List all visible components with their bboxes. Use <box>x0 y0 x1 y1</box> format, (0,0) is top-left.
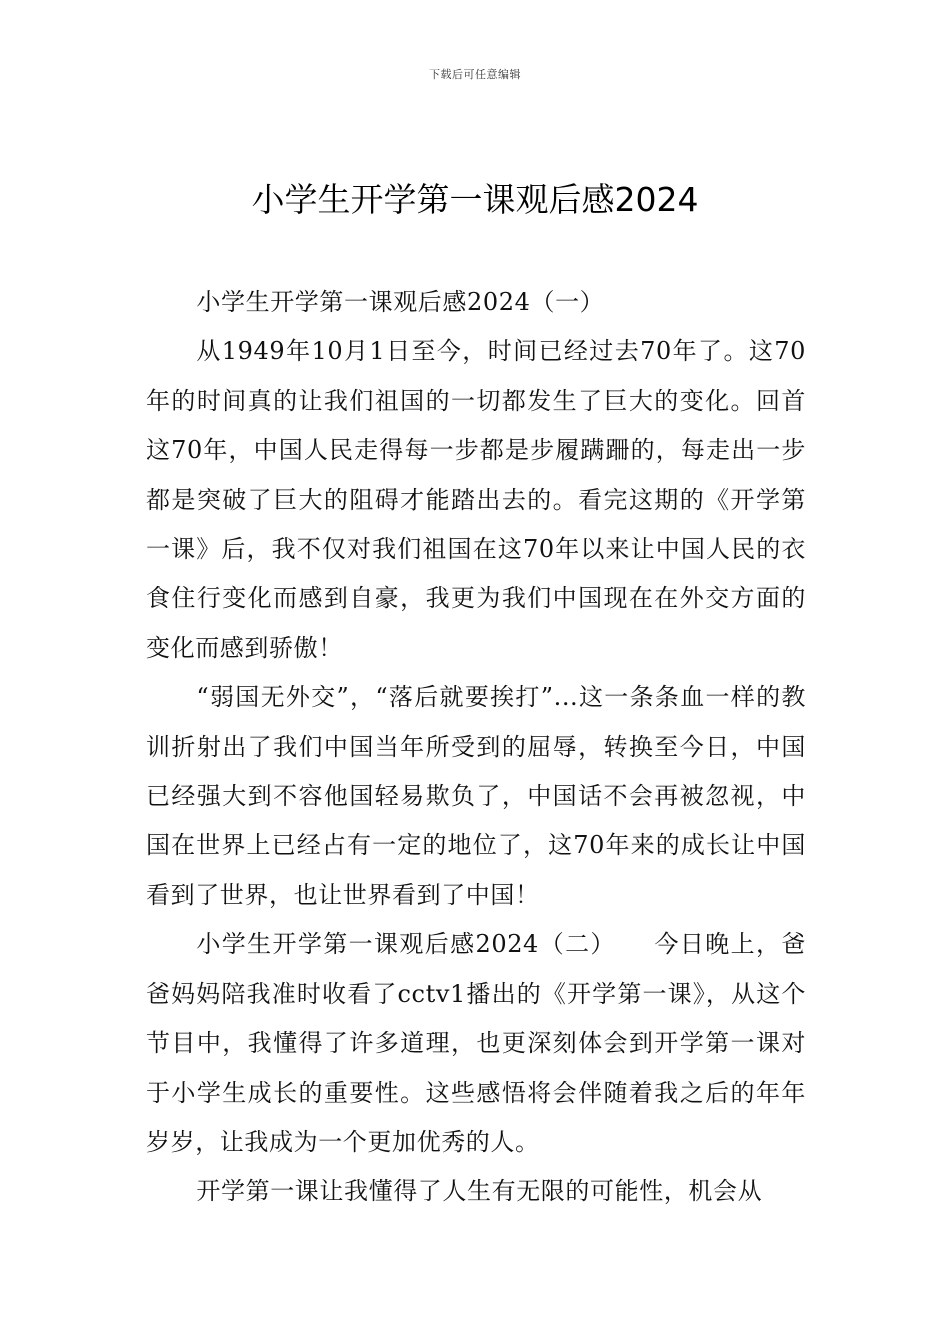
page-header-note: 下载后可任意编辑 <box>429 68 521 81</box>
body-paragraph: 开学第一课让我懂得了人生有无限的可能性，机会从 <box>196 1177 763 1206</box>
section-heading-one: 小学生开学第一课观后感2024（一） <box>196 288 605 316</box>
document-title: 小学生开学第一课观后感2024 <box>251 180 699 219</box>
document-body <box>146 278 806 1217</box>
body-paragraph: 小学生开学第一课观后感2024（二） 今日晚上，爸爸妈妈陪我准时收看了cctv1播出的《开学第一课》，从这个节目中，我懂得了许多道理，也更深刻体会到开学第一课对于小学生成长的重要性。这些感悟将会伴随着我之后的年年岁岁，让我成为一个更加优秀的人。 <box>146 930 806 1156</box>
body-paragraph: 从1949年10月1日至今，时间已经过去70年了。这70年的时间真的让我们祖国的一切都发生了巨大的变化。回首这70年，中国人民走得每一步都是步履蹒跚的，每走出一步都是突破了巨大的阻碍才能踏出去的。看完这期的《开学第一课》后，我不仅对我们祖国在这70年以来让中国人民的衣食住行变化而感到自豪，我更为我们中国现在在外交方面的变化而感到骄傲！ <box>146 337 806 662</box>
body-paragraph: “弱国无外交”，“落后就要挨打”...这一条条血一样的教训折射出了我们中国当年所受到的屈辱，转换至今日，中国已经强大到不容他国轻易欺负了，中国话不会再被忽视，中国在世界上已经占有一定的地位了，这70年来的成长让中国看到了世界，也让世界看到了中国！ <box>146 683 806 909</box>
